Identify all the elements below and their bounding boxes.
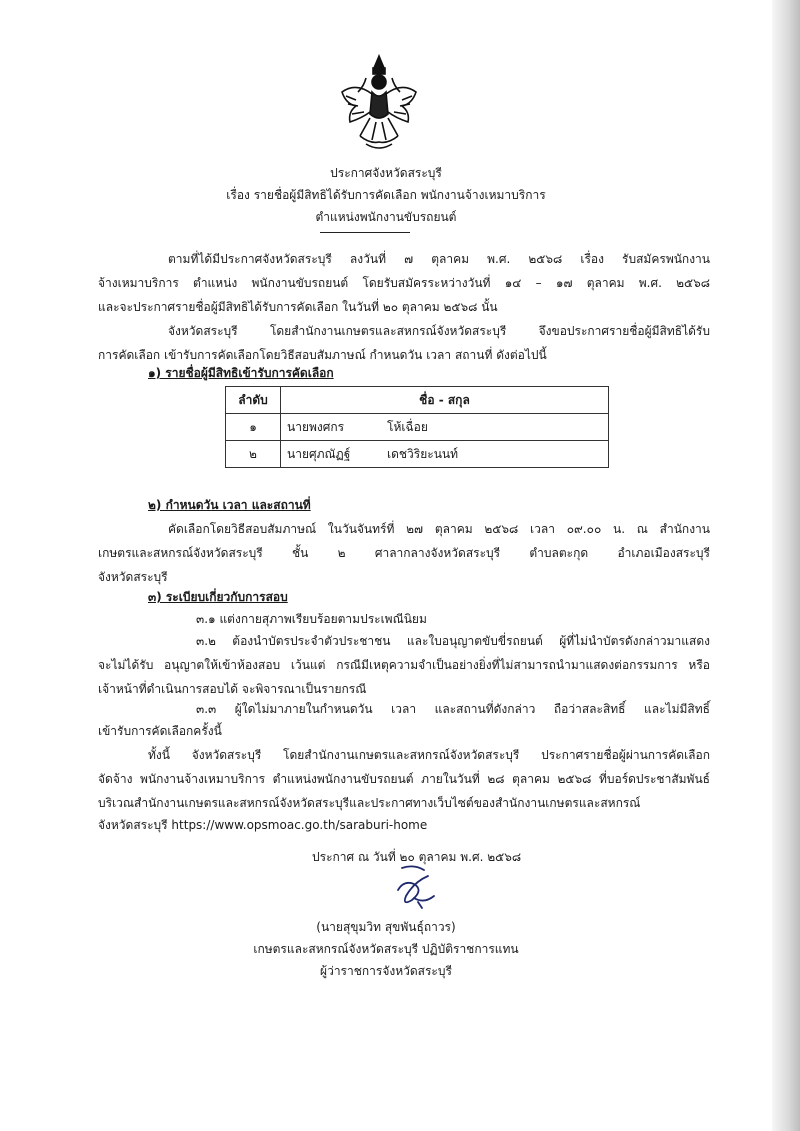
table-header-row xyxy=(226,387,609,414)
row-number: ๒ xyxy=(226,441,281,468)
candidate-last-name: เดชวิริยะนนท์ xyxy=(387,446,459,461)
intro-line-1: ตามที่ได้มีประกาศจังหวัดสระบุรี ลงวันที่ ๗ ตุลาคม พ.ศ. ๒๕๖๘ เรื่อง รับสมัครพนักงาน xyxy=(168,252,710,266)
signatory-title-1: เกษตรและสหกรณ์จังหวัดสระบุรี ปฏิบัติราชการแทน xyxy=(253,942,519,956)
intro-line-4: จังหวัดสระบุรี โดยสำนักงานเกษตรและสหกรณ์จังหวัดสระบุรี จึงขอประกาศรายชื่อผู้มีสิทธิได้รับ xyxy=(168,324,710,338)
rule-3-3-line-2: เข้ารับการคัดเลือกครั้งนี้ xyxy=(98,724,222,738)
candidate-first-name: นายพงศกร xyxy=(287,419,345,434)
doc-position: ตำแหน่งพนักงานขับรถยนต์ xyxy=(315,210,457,224)
rule-3-3-line-1: ๓.๓ ผู้ใดไม่มาภายในกำหนดวัน เวลา และสถานที่ดังกล่าว ถือว่าสละสิทธิ์ และไม่มีสิทธิ์ xyxy=(196,702,710,716)
page-edge-shadow xyxy=(772,0,800,1131)
handwritten-signature xyxy=(384,862,444,912)
candidate-last-name: โห้เฉื่อย xyxy=(387,419,428,434)
signatory-title-2: ผู้ว่าราชการจังหวัดสระบุรี xyxy=(320,964,452,978)
intro-line-5: การคัดเลือก เข้ารับการคัดเลือกโดยวิธีสอบสัมภาษณ์ กำหนดวัน เวลา สถานที่ ดังต่อไปนี้ xyxy=(98,348,547,362)
section-2-heading: ๒) กำหนดวัน เวลา และสถานที่ xyxy=(148,498,311,512)
announce-date: ประกาศ ณ วันที่ ๒๐ ตุลาคม พ.ศ. ๒๕๖๘ xyxy=(312,850,522,864)
title-divider xyxy=(320,232,410,233)
intro-line-3: และจะประกาศรายชื่อผู้มีสิทธิได้รับการคัดเลือก ในวันที่ ๒๐ ตุลาคม ๒๕๖๘ นั้น xyxy=(98,300,498,314)
candidate-first-name: นายศุภณัฏฐ์ xyxy=(287,446,351,461)
section-2-line-3: จังหวัดสระบุรี xyxy=(98,570,168,584)
candidate-name xyxy=(281,414,609,441)
doc-subject: เรื่อง รายชื่อผู้มีสิทธิได้รับการคัดเลือก พนักงานจ้างเหมาบริการ xyxy=(226,188,546,202)
signatory-name: (นายสุขุมวิท สุขพันธุ์ถาวร) xyxy=(316,920,456,934)
table-row xyxy=(226,441,609,468)
section-2-line-1: คัดเลือกโดยวิธีสอบสัมภาษณ์ ในวันจันทร์ที่ ๒๗ ตุลาคม ๒๕๖๘ เวลา ๐๙.๐๐ น. ณ สำนักงาน xyxy=(168,522,710,536)
doc-title: ประกาศจังหวัดสระบุรี xyxy=(330,166,442,180)
rule-3-2-line-3: เจ้าหน้าที่ดำเนินการสอบได้ จะพิจารณาเป็นรายกรณี xyxy=(98,682,367,696)
closing-line-4: จังหวัดสระบุรี https://www.opsmoac.go.th/saraburi-home xyxy=(98,818,428,832)
section-2-line-2: เกษตรและสหกรณ์จังหวัดสระบุรี ชั้น ๒ ศาลากลางจังหวัดสระบุรี ตำบลตะกุด อำเภอเมืองสระบุรี xyxy=(98,546,710,560)
section-3-heading: ๓) ระเบียบเกี่ยวกับการสอบ xyxy=(148,590,288,604)
rule-3-2-line-1: ๓.๒ ต้องนำบัตรประจำตัวประชาชน และใบอนุญาตขับขี่รถยนต์ ผู้ที่ไม่นำบัตรดังกล่าวมาแสดง xyxy=(196,634,710,648)
candidate-name xyxy=(281,441,609,468)
closing-line-3: บริเวณสำนักงานเกษตรและสหกรณ์จังหวัดสระบุรีและประกาศทางเว็บไซต์ของสำนักงานเกษตรและสหกรณ์ xyxy=(98,796,641,810)
rule-3-1: ๓.๑ แต่งกายสุภาพเรียบร้อยตามประเพณีนิยม xyxy=(196,612,427,626)
table-header-no: ลำดับ xyxy=(226,387,281,414)
closing-line-1: ทั้งนี้ จังหวัดสระบุรี โดยสำนักงานเกษตรและสหกรณ์จังหวัดสระบุรี ประกาศรายชื่อผู้ผ่านการคัดเลือก xyxy=(148,748,710,762)
closing-line-2: จัดจ้าง พนักงานจ้างเหมาบริการ ตำแหน่งพนักงานขับรถยนต์ ภายในวันที่ ๒๘ ตุลาคม ๒๕๖๘ ที่บอร์ดประชาสัมพันธ์ xyxy=(98,772,710,786)
garuda-emblem-icon xyxy=(336,52,422,156)
table-row xyxy=(226,414,609,441)
candidate-table xyxy=(225,386,609,468)
intro-line-2: จ้างเหมาบริการ ตำแหน่ง พนักงานขับรถยนต์ โดยรับสมัครระหว่างวันที่ ๑๔ – ๑๗ ตุลาคม พ.ศ. ๒๕๖๘ xyxy=(98,276,710,290)
table-header-name: ชื่อ - สกุล xyxy=(281,387,609,414)
row-number: ๑ xyxy=(226,414,281,441)
rule-3-2-line-2: จะไม่ได้รับ อนุญาตให้เข้าห้องสอบ เว้นแต่ กรณีมีเหตุความจำเป็นอย่างยิ่งที่ไม่สามารถนำมาแสดงต่อกรรมการ หรือ xyxy=(98,658,710,672)
section-1-heading: ๑) รายชื่อผู้มีสิทธิเข้ารับการคัดเลือก xyxy=(148,366,334,380)
